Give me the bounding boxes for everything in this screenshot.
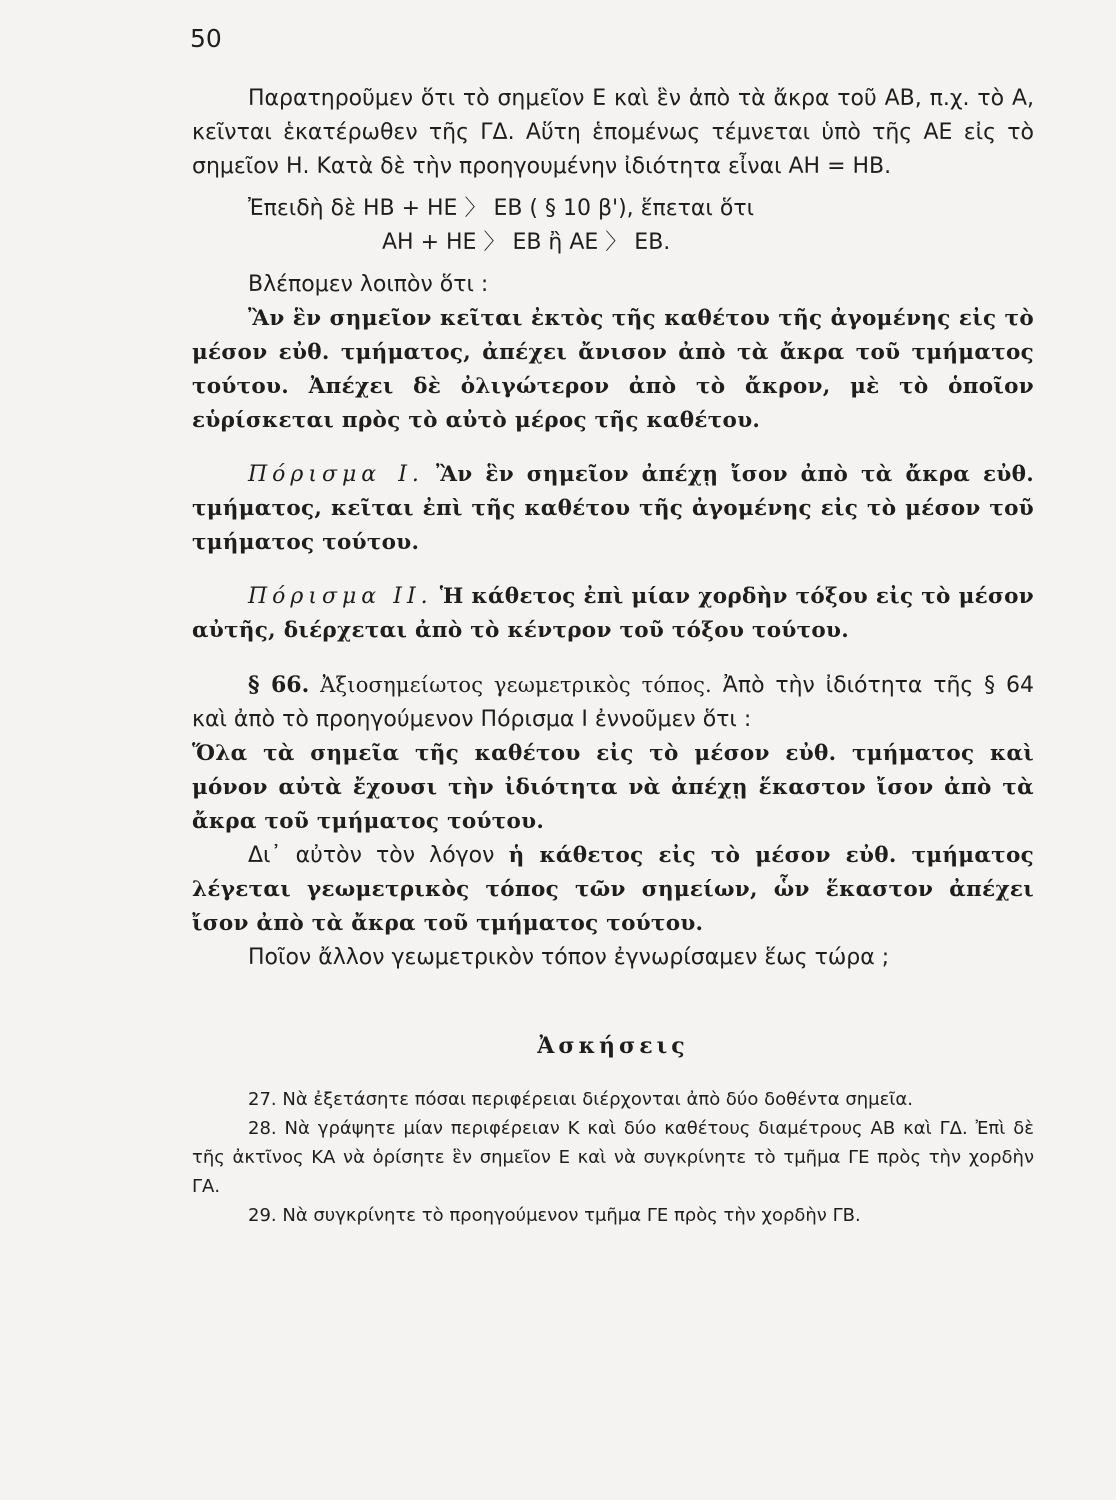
corollary-2-label: Πόρισμα ΙΙ. xyxy=(248,584,433,609)
exercise-27: 27. Νὰ ἐξετάσητε πόσαι περιφέρειαι διέρχονται ἀπὸ δύο δοθέντα σημεῖα. xyxy=(248,1089,914,1110)
section-number: § 66. xyxy=(248,672,310,698)
section-66 xyxy=(192,668,1034,737)
locus-prefix: Δι᾽ αὐτὸν τὸν λόγον xyxy=(248,843,495,868)
exercises-heading: Ἀσκήσεις xyxy=(537,1033,689,1059)
locus-definition: ἡ κάθετος εἰς τὸ μέσον εὐθ. τμήματος λέγεται γεωμετρικὸς τόπος τῶν σημείων, ὧν ἕκαστον ἀπέχει ἴσον ἀπὸ τὰ ἄκρα τοῦ τμήματος τούτου. xyxy=(192,843,1034,936)
inequality-line: ΑΗ + ΗΕ 〉 ΕΒ ἢ ΑΕ 〉 ΕΒ. xyxy=(382,230,671,255)
page-body xyxy=(192,82,1034,1230)
corollary-2 xyxy=(192,580,1034,648)
question-text: Ποῖον ἄλλον γεωμετρικὸν τόπον ἐγνωρίσαμεν ἕως τώρα ; xyxy=(248,945,890,970)
exercise-28: 28. Νὰ γράψητε μίαν περιφέρειαν Κ καὶ δύο καθέτους διαμέτρους ΑΒ καὶ ΓΔ. Ἐπὶ δὲ τῆς ἀκτῖνος ΚΑ νὰ ὁρίσητε ἓν σημεῖον Ε καὶ νὰ συγκρίνητε τὸ τμῆμα ΓΕ πρὸς τὴν χορδὴν ΓΑ. xyxy=(192,1118,1034,1197)
theorem-statement: Ἂν ἓν σημεῖον κεῖται ἐκτὸς τῆς καθέτου τῆς ἀγομένης εἰς τὸ μέσον εὐθ. τμήματος, ἀπέχει ἄνισον ἀπὸ τὰ ἄκρα τοῦ τμήματος τούτου. Ἀπέχει δὲ ὀλιγώτερον ἀπὸ τὸ ἄκρον, μὲ τὸ ὁποῖον εὑρίσκεται πρὸς τὸ αὐτὸ μέρος τῆς καθέτου. xyxy=(192,306,1034,433)
corollary-1-text: Ἂν ἓν σημεῖον ἀπέχῃ ἴσον ἀπὸ τὰ ἄκρα εὐθ. τμήματος, κεῖται ἐπὶ τῆς καθέτου τῆς ἀγομένης εἰς τὸ μέσον τοῦ τμήματος τούτου. xyxy=(192,462,1034,555)
locus-paragraph xyxy=(192,839,1034,941)
page-number: 50 xyxy=(190,24,222,53)
exercise-29: 29. Νὰ συγκρίνητε τὸ προηγούμενον τμῆμα ΓΕ πρὸς τὴν χορδὴν ΓΒ. xyxy=(248,1205,861,1226)
section-title: Ἀξιοσημείωτος γεωμετρικὸς τόπος. xyxy=(320,673,712,697)
section-intro: Ἀπὸ τὴν ἰδιότητα τῆς § 64 καὶ ἀπὸ τὸ προηγούμενον Πόρισμα Ι ἐννοῦμεν ὅτι : xyxy=(192,673,1034,732)
locus-statement: Ὅλα τὰ σημεῖα τῆς καθέτου εἰς τὸ μέσον εὐθ. τμήματος καὶ μόνον αὐτὰ ἔχουσι τὴν ἰδιότητα νὰ ἀπέχῃ ἕκαστον ἴσον ἀπὸ τὰ ἄκρα τοῦ τμήματος τούτου. xyxy=(192,741,1034,834)
paragraph-since: Ἐπειδὴ δὲ ΗΒ + ΗΕ 〉 ΕΒ ( § 10 β'), ἕπεται ὅτι xyxy=(248,196,755,221)
corollary-1-label: Πόρισμα Ι. xyxy=(248,462,424,487)
paragraph-observation: Παρατηροῦμεν ὅτι τὸ σημεῖον Ε καὶ ἓν ἀπὸ τὰ ἄκρα τοῦ ΑΒ, π.χ. τὸ Α, κεῖνται ἑκατέρωθεν τῆς ΓΔ. Αὕτη ἑπομένως τέμνεται ὑπὸ τῆς ΑΕ εἰς τὸ σημεῖον Η. Κατὰ δὲ τὴν προηγουμένην ἰδιότητα εἶναι ΑΗ = ΗΒ. xyxy=(192,86,1034,179)
corollary-1 xyxy=(192,458,1034,560)
corollary-2-text: Ἡ κάθετος ἐπὶ μίαν χορδὴν τόξου εἰς τὸ μέσον αὐτῆς, διέρχεται ἀπὸ τὸ κέντρον τοῦ τόξου τούτου. xyxy=(192,584,1034,643)
paragraph-we-see: Βλέπομεν λοιπὸν ὅτι : xyxy=(248,272,489,297)
